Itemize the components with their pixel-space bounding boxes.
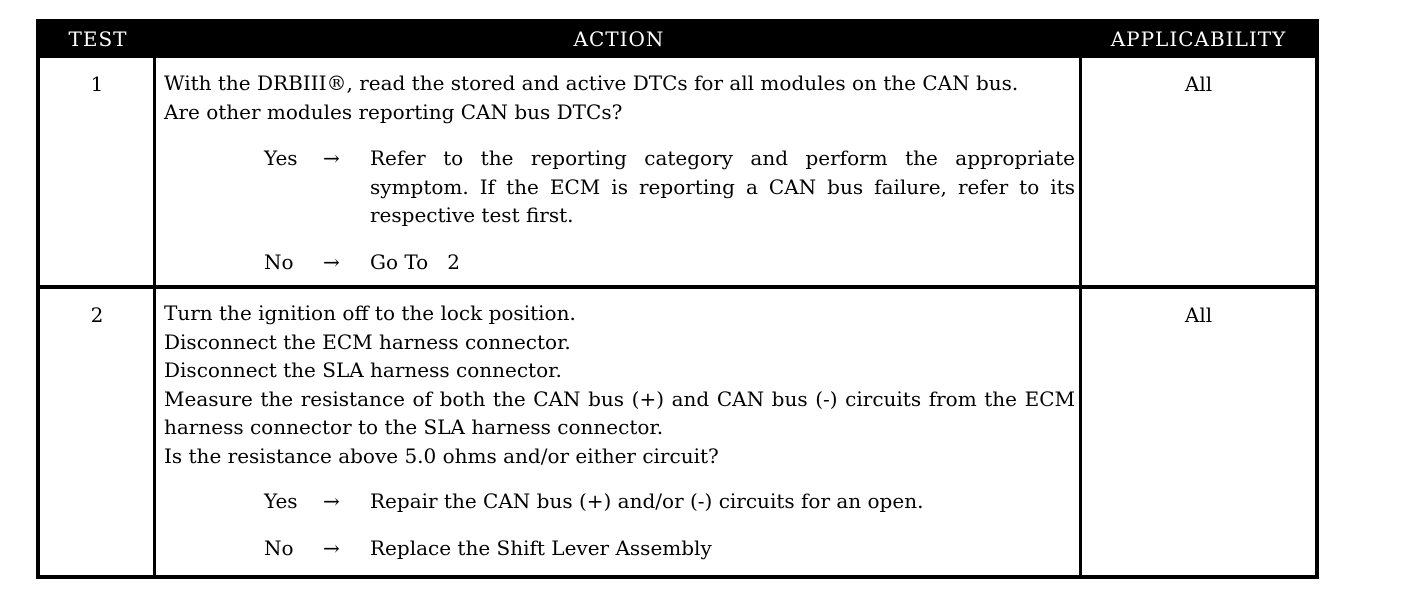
answer-text: Refer to the reporting category and perform the appropriate symptom. If the ECM is reporting a CAN bus failure, refer to its respective test first. (370, 146, 1075, 228)
answer-label: Yes (264, 146, 298, 170)
action-line: Are other modules reporting CAN bus DTCs? (164, 99, 623, 124)
header-applicability: APPLICABILITY (1110, 27, 1287, 51)
arrow-icon: → (323, 146, 340, 170)
test-number: 2 (90, 303, 104, 327)
action-text (164, 69, 1075, 126)
answer-text: Repair the CAN bus (+) and/or (-) circuits for an open. (370, 489, 924, 513)
header-test: TEST (68, 27, 128, 51)
test-number: 1 (90, 72, 104, 96)
arrow-icon: → (323, 536, 340, 560)
action-line: Turn the ignition off to the lock position. (164, 301, 576, 325)
table-header (40, 19, 1315, 58)
table-row (40, 58, 1315, 285)
arrow-icon: → (323, 250, 340, 274)
answer-label: Yes (264, 489, 298, 513)
applicability-value: All (1184, 303, 1213, 327)
answer-text: Replace the Shift Lever Assembly (370, 536, 712, 560)
answer-label: No (264, 250, 294, 274)
action-line: Measure the resistance of both the CAN bus (+) and CAN bus (-) circuits from the ECM harness connector to the SLA harness connector. (164, 386, 1075, 440)
applicability-value: All (1184, 72, 1213, 96)
action-line: With the DRBIII®, read the stored and active DTCs for all modules on the CAN bus. (164, 71, 1019, 95)
action-text (164, 299, 1075, 471)
arrow-icon: → (323, 489, 340, 513)
answer-text: Go To 2 (370, 250, 460, 274)
action-line: Disconnect the SLA harness connector. (164, 358, 562, 383)
action-line: Disconnect the ECM harness connector. (164, 329, 571, 354)
diagnostic-test-table (36, 19, 1319, 579)
action-line: Is the resistance above 5.0 ohms and/or either circuit? (164, 443, 719, 468)
answer-label: No (264, 536, 294, 560)
header-action: ACTION (573, 27, 665, 51)
table-row (40, 289, 1315, 571)
